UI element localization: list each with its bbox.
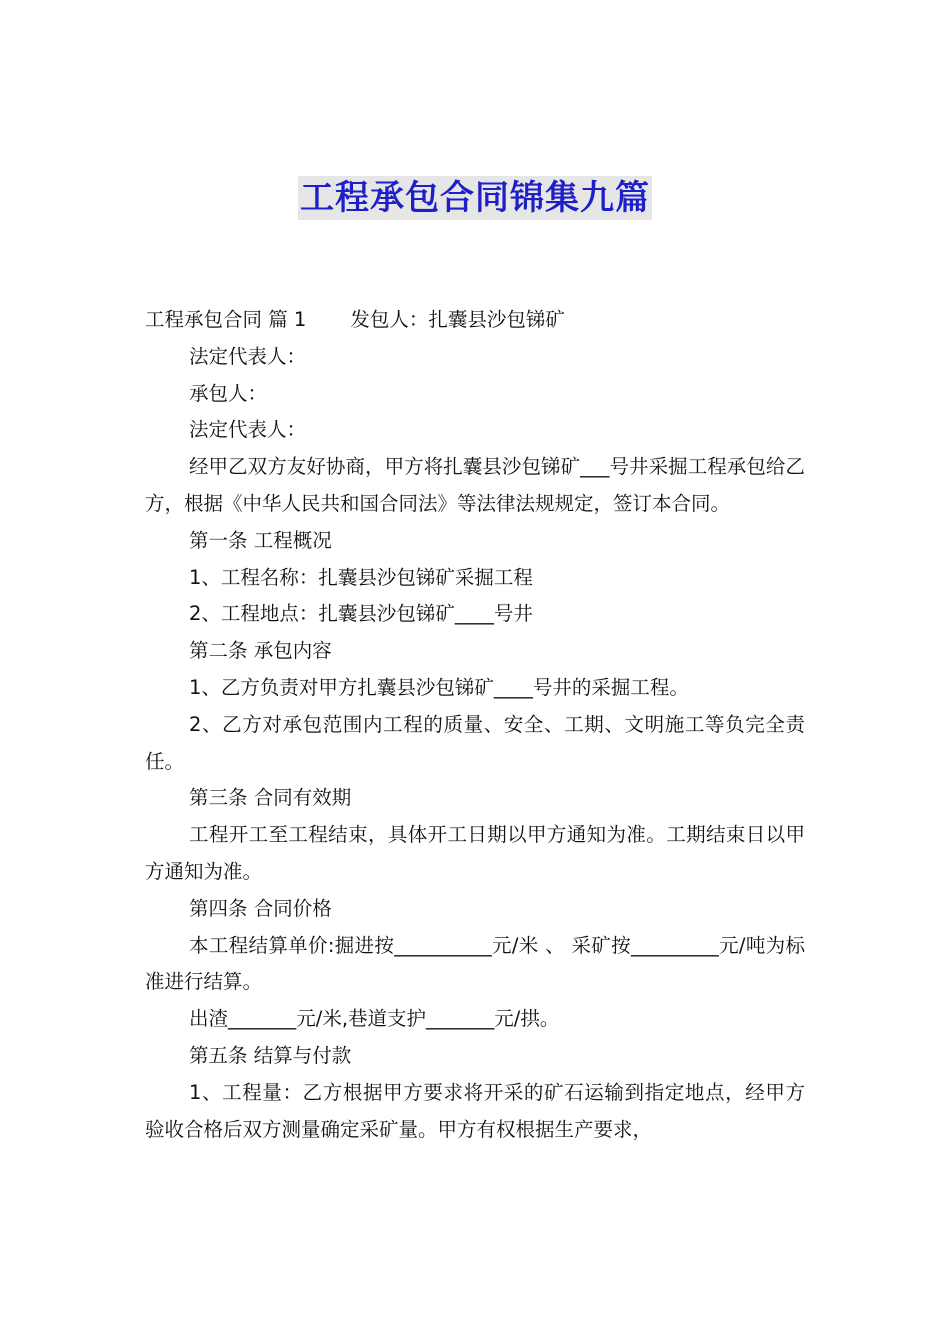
section-heading: 第四条 合同价格 bbox=[189, 896, 332, 920]
paragraph: 本工程结算单价:掘进按__________元/米 、 采矿按_________元/吨为标准进行结算。 bbox=[145, 933, 805, 994]
paragraph: 工程开工至工程结束，具体开工日期以甲方通知为准。工期结束日以甲方通知为准。 bbox=[145, 823, 805, 883]
section-heading: 第五条 结算与付款 bbox=[189, 1043, 352, 1067]
paragraph: 出渣_______元/米,巷道支护_______元/拱。 bbox=[189, 1007, 560, 1031]
paragraph: 1、乙方负责对甲方扎囊县沙包锑矿____号井的采掘工程。 bbox=[189, 675, 689, 699]
document-title: 工程承包合同锦集九篇 bbox=[300, 178, 650, 218]
paragraph: 1、工程名称：扎囊县沙包锑矿采掘工程 bbox=[189, 565, 533, 589]
section-heading: 第三条 合同有效期 bbox=[189, 786, 352, 810]
section-heading: 第一条 工程概况 bbox=[189, 528, 332, 552]
section-heading: 第二条 承包内容 bbox=[189, 639, 332, 663]
paragraph: 2、乙方对承包范围内工程的质量、安全、工期、文明施工等负完全责任。 bbox=[145, 712, 805, 773]
paragraph: 经甲乙双方友好协商，甲方将扎囊县沙包锑矿___号井采掘工程承包给乙方，根据《中华人民共和国合同法》等法律法规规定，签订本合同。 bbox=[145, 455, 805, 515]
document-body bbox=[145, 302, 805, 1148]
paragraph: 2、工程地点：扎囊县沙包锑矿____号井 bbox=[189, 602, 533, 626]
paragraph: 法定代表人： bbox=[189, 418, 307, 442]
paragraph: 1、工程量：乙方根据甲方要求将开采的矿石运输到指定地点，经甲方验收合格后双方测量确定采矿量。甲方有权根据生产要求， bbox=[145, 1080, 805, 1141]
paragraph: 承包人： bbox=[189, 381, 268, 405]
paragraph: 法定代表人： bbox=[189, 344, 307, 368]
first-line bbox=[145, 302, 805, 339]
employer-line: 发包人：扎囊县沙包锑矿 bbox=[350, 308, 565, 331]
title-container bbox=[0, 176, 950, 220]
contract-heading: 工程承包合同 篇 1 bbox=[145, 308, 307, 331]
